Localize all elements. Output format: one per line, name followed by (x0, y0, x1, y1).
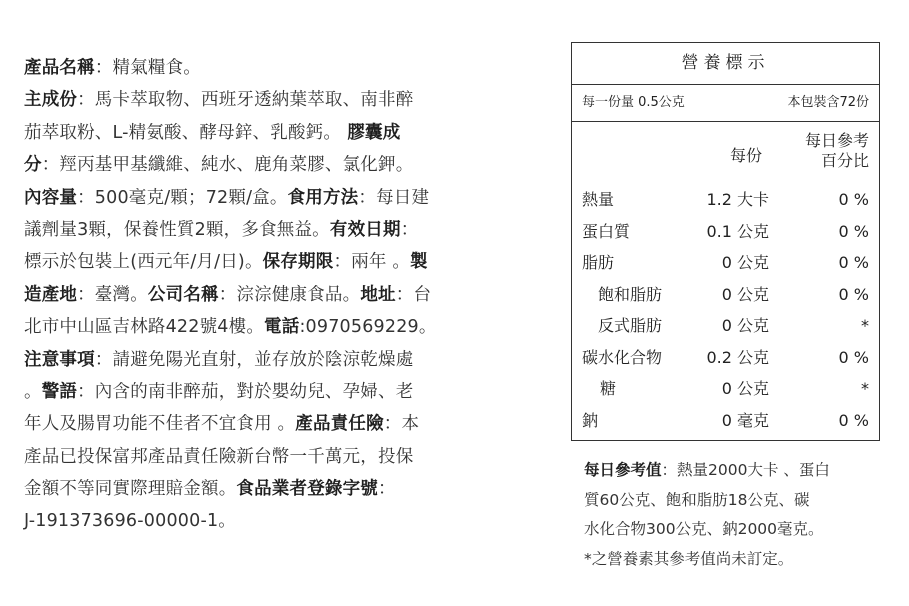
info-text: 議劑量3顆，保養性質2顆，多食無益。 (24, 219, 330, 240)
info-text: ：馬卡萃取物、西班牙透納葉萃取、南非醉 (77, 90, 414, 111)
daily-value-header-line2: 百分比 (820, 151, 869, 170)
info-text: 產品已投保富邦產品責任險新台幣一千萬元，投保 (24, 446, 414, 467)
info-line (24, 182, 532, 214)
info-label: 膠囊成 (341, 122, 401, 143)
info-text: 標示於包裝上(西元年/月/日)。 (24, 252, 263, 273)
serving-size: 每一份量 0.5公克 (582, 95, 685, 110)
info-text: ：羥丙基甲基纖維、純水、鹿角菜膠、氯化鉀。 (41, 155, 414, 176)
nutrient-amount: 0 公克 (721, 316, 769, 335)
info-text: 。 (24, 381, 42, 402)
info-label: 注意事項 (24, 349, 95, 370)
info-text: ：本 (383, 414, 420, 435)
info-text: ：臺灣。 (77, 284, 148, 305)
nutrition-rows (572, 184, 879, 436)
serving-info-row (572, 85, 879, 122)
info-text: ：內含的南非醉茄，對於嬰幼兒、孕婦、老 (77, 381, 414, 402)
nutrient-amount: 1.2 大卡 (706, 190, 769, 209)
nutrient-name: 糖 (600, 379, 617, 398)
nutrient-name: 熱量 (582, 190, 615, 209)
nutrition-row (572, 342, 879, 374)
nutrient-name: 碳水化合物 (582, 347, 663, 367)
nutrition-row (572, 216, 879, 248)
info-line (24, 408, 532, 440)
info-label: 內容量 (24, 187, 78, 208)
info-text: 年人及腸胃功能不佳者不宜食用 。 (24, 414, 296, 435)
nutrition-facts-table (571, 42, 880, 441)
nutrient-amount: 0.2 公克 (706, 347, 769, 367)
info-line (24, 52, 532, 84)
info-label: 電話 (264, 317, 300, 338)
daily-reference-footnote: *之營養素其參考值尚未訂定。 (584, 549, 794, 568)
daily-reference-line (584, 456, 894, 486)
nutrient-daily-percent: 0 % (838, 221, 869, 241)
info-label: 主成份 (24, 90, 78, 111)
info-text: ：請避免陽光直射，並存放於陰涼乾燥處 (94, 349, 414, 370)
info-line (24, 149, 532, 181)
info-line (24, 441, 532, 473)
info-line (24, 311, 532, 343)
info-text: ：精氣糧食。 (94, 58, 202, 78)
product-info-text (24, 52, 532, 538)
nutrient-daily-percent: 0 % (838, 410, 869, 430)
info-line (24, 84, 532, 116)
daily-reference-note (584, 456, 894, 574)
daily-reference-label: 每日參考值 (584, 461, 662, 479)
nutrient-amount: 0 毫克 (721, 410, 769, 430)
info-text: ： (400, 219, 419, 240)
info-line (24, 344, 532, 376)
info-text: 北市中山區吉林路422號4樓。 (24, 317, 265, 338)
info-text: 茄萃取粉、L-精氨酸、酵母鋅、乳酸鈣。 (24, 122, 342, 143)
info-text: ：淙淙健康食品。 (218, 284, 361, 305)
nutrition-row (572, 247, 879, 279)
info-text: ：每日建 (358, 187, 430, 208)
nutrient-name: 蛋白質 (582, 221, 631, 241)
info-line (24, 505, 532, 537)
info-label: 造產地 (24, 284, 78, 305)
info-text: ：500毫克/顆；72顆/盒。 (77, 187, 288, 208)
info-text: ：兩年 。 (333, 252, 411, 273)
info-label: 保存期限 (262, 252, 334, 273)
info-line (24, 246, 532, 278)
servings-per-pack: 本包裝含72份 (787, 95, 869, 110)
info-label: 食用方法 (287, 187, 359, 208)
info-line (24, 473, 532, 505)
nutrient-name: 脂肪 (582, 253, 615, 272)
daily-value-header (805, 131, 869, 171)
nutrition-row (572, 373, 879, 405)
nutrient-amount: 0.1 公克 (706, 221, 769, 241)
nutrition-row (572, 279, 879, 311)
info-label: 有效日期 (329, 219, 401, 240)
info-line (24, 117, 532, 149)
per-serving-header: 每份 (730, 146, 763, 165)
info-line (24, 279, 532, 311)
nutrient-name: 鈉 (582, 410, 599, 430)
nutrient-amount: 0 公克 (721, 379, 769, 398)
info-text: 金額不等同實際理賠金額。 (24, 479, 237, 500)
nutrition-row (572, 405, 879, 437)
info-line (24, 214, 532, 246)
nutrition-row (572, 184, 879, 216)
nutrient-daily-percent: 0 % (838, 347, 869, 367)
daily-reference-line: 水化合物300公克、鈉2000毫克。 (584, 520, 824, 538)
info-text: :0970569229。 (299, 317, 437, 338)
nutrition-title: 營養標示 (572, 43, 879, 85)
info-label: 分 (24, 155, 42, 176)
nutrient-name: 反式脂肪 (598, 316, 663, 335)
daily-value-header-line1: 每日參考 (804, 131, 869, 150)
nutrient-daily-percent: 0 % (838, 284, 869, 304)
nutrient-daily-percent: * (861, 379, 869, 398)
nutrition-column-headers (572, 122, 879, 184)
info-line (24, 376, 532, 408)
info-label: 公司名稱 (147, 284, 219, 305)
nutrition-row (572, 310, 879, 342)
info-label: 警語 (41, 381, 78, 402)
nutrient-daily-percent: * (861, 316, 869, 335)
nutrient-daily-percent: 0 % (838, 190, 869, 209)
nutrient-name: 飽和脂肪 (598, 284, 663, 304)
info-label: 產品名稱 (24, 58, 95, 78)
nutrient-amount: 0 公克 (721, 284, 769, 304)
info-label: 製 (410, 252, 428, 273)
info-text: J-191373696-00000-1。 (24, 511, 236, 532)
nutrient-daily-percent: 0 % (838, 253, 869, 272)
info-text: ：台 (395, 284, 432, 305)
info-label: 地址 (360, 284, 396, 305)
daily-reference-line: 質60公克、飽和脂肪18公克、碳 (584, 490, 810, 509)
info-label: 食品業者登錄字號 (236, 479, 379, 500)
daily-reference-text-1: ：熱量2000大卡 、蛋白 (661, 461, 830, 479)
nutrient-amount: 0 公克 (721, 253, 769, 272)
info-label: 產品責任險 (295, 414, 384, 435)
info-text: ： (378, 479, 396, 500)
